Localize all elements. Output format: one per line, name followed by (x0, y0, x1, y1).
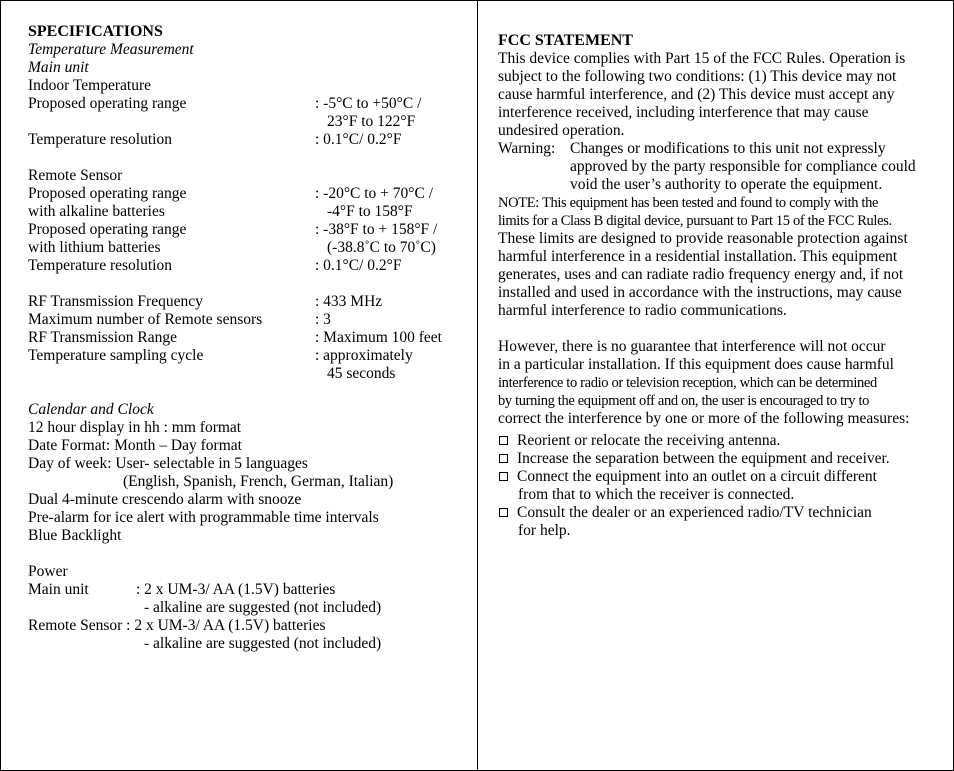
calendar-line: Day of week: User- selectable in 5 languages (28, 455, 308, 472)
calendar-line: 12 hour display in hh : mm format (28, 419, 242, 436)
spec-row (28, 203, 468, 221)
fcc-line: cause harmful interference, and (2) This device must accept any (498, 86, 895, 103)
spec-label: Temperature resolution (28, 257, 172, 274)
spec-value: -4°F to 158°F (327, 203, 413, 220)
spec-row (28, 329, 468, 347)
spec-label: Maximum number of Remote sensors (28, 311, 263, 328)
spec-value: : approximately (315, 347, 413, 364)
note-line: limits for a Class B digital device, pursuant to Part 15 of the FCC Rules. (498, 213, 892, 229)
spec-row (28, 365, 468, 383)
measure-text: Increase the separation between the equipment and receiver. (517, 450, 890, 467)
power-row (28, 617, 468, 635)
spec-row (28, 311, 468, 329)
power-label: Remote Sensor (28, 617, 123, 634)
power-heading: Power (28, 563, 68, 580)
measure-text: Consult the dealer or an experienced radio/TV technician (517, 504, 872, 521)
spec-value: 45 seconds (327, 365, 396, 382)
measure-text: Connect the equipment into an outlet on a circuit different (517, 468, 877, 485)
indoor-temperature-heading: Indoor Temperature (28, 77, 152, 94)
power-value: : 2 x UM-3/ AA (1.5V) batteries (122, 617, 326, 634)
measure-item (498, 450, 943, 468)
temperature-measurement-heading: Temperature Measurement (28, 41, 194, 58)
spec-label: Proposed operating range (28, 221, 187, 238)
fcc-line: However, there is no guarantee that interference will not occur (498, 338, 886, 355)
spec-row (28, 293, 468, 311)
spec-value: : -20°C to + 70°C / (315, 185, 434, 202)
fcc-line: subject to the following two conditions: (1) This device may not (498, 68, 897, 85)
note-line: harmful interference in a residential installation. This equipment (498, 248, 898, 265)
specifications-column (28, 23, 468, 653)
spec-row (28, 257, 468, 275)
checkbox-square-icon (499, 472, 508, 481)
spec-value: : -38°F to + 158°F / (315, 221, 438, 238)
spec-label: Proposed operating range (28, 185, 187, 202)
checkbox-square-icon (499, 436, 508, 445)
spec-row (28, 185, 468, 203)
spec-value: : -5°C to +50°C / (315, 95, 422, 112)
measure-text: for help. (518, 522, 571, 539)
main-unit-heading: Main unit (28, 59, 89, 76)
fcc-line: in a particular installation. If this equipment does cause harmful (498, 356, 894, 373)
fcc-line: interference to radio or television reception, which can be determined (498, 375, 877, 391)
measure-item (498, 468, 943, 486)
note-line: NOTE: This equipment has been tested and found to comply with the (498, 195, 879, 211)
spec-label: with alkaline batteries (28, 203, 165, 220)
calendar-line: Dual 4-minute crescendo alarm with snooze (28, 491, 302, 508)
fcc-column (498, 32, 943, 540)
spec-row (28, 131, 468, 149)
power-note: - alkaline are suggested (not included) (144, 635, 382, 652)
power-value: : 2 x UM-3/ AA (1.5V) batteries (136, 581, 336, 598)
spec-value: : Maximum 100 feet (315, 329, 442, 346)
spec-row (28, 95, 468, 113)
calendar-line: (English, Spanish, French, German, Italian) (123, 473, 394, 490)
spec-label: RF Transmission Range (28, 329, 178, 346)
fcc-title: FCC STATEMENT (498, 32, 633, 49)
warning-line: approved by the party responsible for compliance could (570, 158, 916, 175)
note-line: These limits are designed to provide reasonable protection against (498, 230, 908, 247)
spec-label: with lithium batteries (28, 239, 161, 256)
warning-row (498, 140, 943, 158)
note-line: harmful interference to radio communications. (498, 302, 787, 319)
fcc-line: by turning the equipment off and on, the user is encouraged to try to (498, 393, 870, 409)
spec-value: : 0.1°C/ 0.2°F (315, 131, 402, 148)
measure-item (498, 504, 943, 522)
fcc-line: undesired operation. (498, 122, 625, 139)
fcc-line: interference received, including interference that may cause (498, 104, 869, 121)
warning-line: Changes or modifications to this unit not expressly (570, 140, 886, 157)
spec-value: (-38.8˚C to 70˚C) (327, 239, 436, 256)
spec-value: : 0.1°C/ 0.2°F (315, 257, 402, 274)
power-note: - alkaline are suggested (not included) (144, 599, 382, 616)
fcc-line: This device complies with Part 15 of the FCC Rules. Operation is (498, 50, 906, 67)
spec-row (28, 239, 468, 257)
spec-value: 23°F to 122°F (327, 113, 416, 130)
calendar-clock-heading: Calendar and Clock (28, 401, 154, 418)
column-divider (477, 0, 478, 770)
specifications-title: SPECIFICATIONS (28, 23, 163, 40)
measure-text: from that to which the receiver is connected. (518, 486, 795, 503)
spec-label: Temperature resolution (28, 131, 172, 148)
spec-value: : 433 MHz (315, 293, 383, 310)
spec-value: : 3 (315, 311, 331, 328)
calendar-line: Pre-alarm for ice alert with programmable time intervals (28, 509, 379, 526)
spec-label: RF Transmission Frequency (28, 293, 203, 310)
calendar-line: Date Format: Month – Day format (28, 437, 242, 454)
checkbox-square-icon (499, 508, 508, 517)
warning-line: void the user’s authority to operate the equipment. (570, 176, 883, 193)
note-line: installed and used in accordance with the instructions, may cause (498, 284, 902, 301)
note-line: generates, uses and can radiate radio frequency energy and, if not (498, 266, 904, 283)
calendar-line: Blue Backlight (28, 527, 122, 544)
spec-label: Temperature sampling cycle (28, 347, 204, 364)
warning-label: Warning: (498, 140, 556, 157)
spec-row (28, 347, 468, 365)
spec-row (28, 221, 468, 239)
power-row (28, 581, 468, 599)
power-label: Main unit (28, 581, 89, 598)
spec-row (28, 113, 468, 131)
remote-sensor-heading: Remote Sensor (28, 167, 123, 184)
measure-item (498, 432, 943, 450)
fcc-line: correct the interference by one or more of the following measures: (498, 410, 910, 427)
measure-text: Reorient or relocate the receiving antenna. (517, 432, 781, 449)
spec-label: Proposed operating range (28, 95, 187, 112)
checkbox-square-icon (499, 454, 508, 463)
